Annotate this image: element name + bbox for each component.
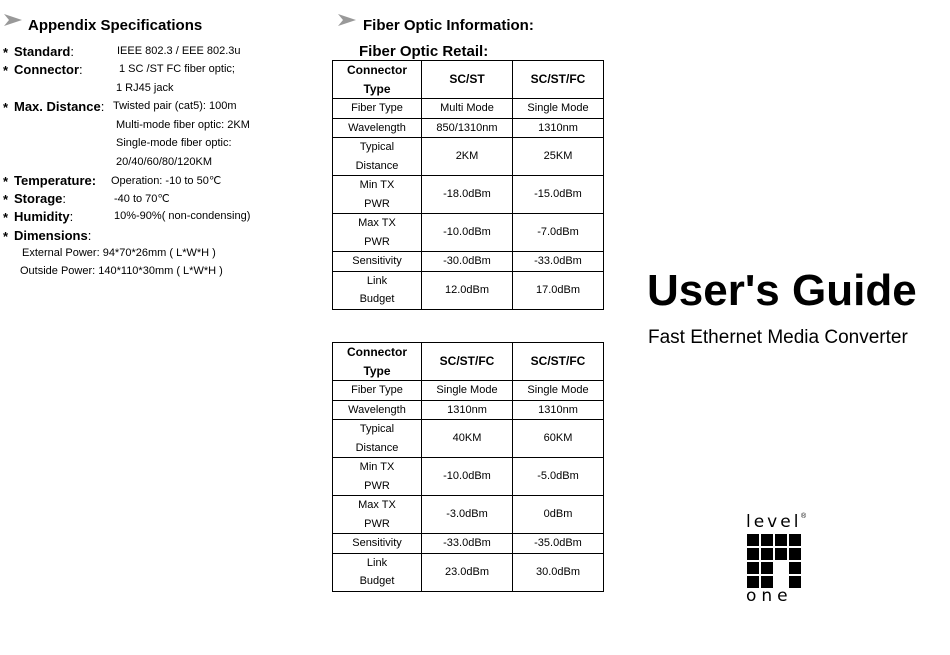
row-label-cell [333,138,422,176]
table-header-cell [333,61,422,99]
row-label-cell [333,99,422,119]
row-label-cell [333,496,422,534]
logo-registered-mark: ® [801,513,807,520]
spec-value: 20/40/60/80/120KM [116,155,213,168]
row-label-line: Distance [355,159,399,172]
value-cell: 2KM [422,138,513,176]
spec-value: 1 SC /ST FC fiber optic; [119,63,235,75]
table-row [333,271,604,309]
levelone-logo [745,512,807,604]
spec-label-3 [14,173,96,188]
row-label-cell [333,252,422,272]
table-header-cell: SC/ST/FC [513,343,604,381]
row-label-cell [333,553,422,591]
arrow-bullet-icon [338,13,356,27]
spec-label-text: Humidity [14,209,70,224]
cover-title: User's Guide [647,266,917,315]
spec-label-5 [14,209,73,224]
row-label-line: Wavelength [348,403,406,416]
spec-label-colon: : [62,191,67,206]
table-row [333,458,604,496]
table-header-cell: SC/ST/FC [422,343,513,381]
spec-value: 10%-90%( non-condensing) [114,210,251,222]
cover-subtitle: Fast Ethernet Media Converter [648,327,908,348]
value-cell: 1310nm [422,400,513,420]
row-label-line: Typical [359,423,395,435]
spec-bullet-icon: * [3,229,9,244]
spec-label-text: Connector [14,62,79,77]
value-cell: 30.0dBm [513,553,604,591]
row-label-line: Min TX [359,461,395,473]
spec-label-text: Storage [14,191,63,206]
value-cell: 23.0dBm [422,553,513,591]
row-label-line: Budget [359,575,395,587]
table-row [333,534,604,554]
table-header-cell [333,343,422,381]
table-row [333,252,604,272]
spec-bullet-icon: * [3,100,9,115]
value-cell: 12.0dBm [422,271,513,309]
spec-value: Twisted pair (cat5): 100m [113,100,237,112]
header-cell-line: Connector [347,63,407,77]
value-cell: -33.0dBm [513,252,604,272]
dimension-line: Outside Power: 140*110*30mm ( L*W*H ) [20,265,223,277]
table-row [333,496,604,534]
table-row [333,553,604,591]
row-label-line: PWR [364,197,390,210]
row-label-line: Fiber Type [351,384,403,396]
value-cell: -7.0dBm [513,214,604,252]
row-label-line: Sensitivity [352,537,402,549]
value-cell: -5.0dBm [513,458,604,496]
value-cell: Single Mode [513,99,604,119]
value-cell: 1310nm [513,400,604,420]
value-cell: Multi Mode [422,99,513,119]
value-cell: 0dBm [513,496,604,534]
row-label-line: Distance [355,441,399,454]
value-cell: -3.0dBm [422,496,513,534]
value-cell: -30.0dBm [422,252,513,272]
row-label-line: Sensitivity [352,255,402,267]
value-cell: 1310nm [513,118,604,138]
row-label-line: Min TX [359,179,395,191]
row-label-line: Link [366,556,388,569]
row-label-line: Fiber Type [351,102,403,114]
row-label-cell [333,420,422,458]
spec-value: 1 RJ45 jack [116,81,174,94]
spec-label-colon: : [87,228,92,243]
value-cell: -33.0dBm [422,534,513,554]
row-label-cell [333,458,422,496]
header-cell-line: Type [363,81,391,96]
table-row [333,400,604,420]
row-label-line: Link [366,274,388,287]
logo-blocks-icon [747,534,803,588]
row-label-cell [333,118,422,138]
value-cell: -15.0dBm [513,176,604,214]
spec-label-4 [14,191,66,206]
header-cell-line: Connector [347,345,407,359]
row-label-line: Max TX [358,217,396,229]
value-cell: 60KM [513,420,604,458]
table-row [333,420,604,458]
spec-label-0 [14,44,74,59]
spec-label-text: Temperature: [14,173,97,188]
row-label-cell [333,271,422,309]
value-cell: -10.0dBm [422,214,513,252]
spec-value: IEEE 802.3 / EEE 802.3u [117,45,241,57]
fiber-info-title: Fiber Optic Information: [363,17,534,34]
appendix-title: Appendix Specifications [28,17,203,34]
row-label-line: Max TX [358,499,396,511]
row-label-cell [333,400,422,420]
value-cell: Single Mode [513,381,604,401]
spec-label-colon: : [79,62,83,77]
table-row [333,138,604,176]
value-cell: Single Mode [422,381,513,401]
spec-bullet-icon: * [3,174,9,189]
spec-value: -40 to 70℃ [114,193,170,205]
value-cell: -18.0dBm [422,176,513,214]
spec-label-2 [14,99,104,114]
header-cell-line: Type [363,363,391,378]
dimension-line: External Power: 94*70*26mm ( L*W*H ) [22,247,216,259]
fiber-spec-table-1 [332,60,604,310]
fiber-spec-table-2 [332,342,604,592]
row-label-line: Typical [359,141,395,153]
spec-value: Single-mode fiber optic: [116,137,232,149]
spec-bullet-icon: * [3,63,9,78]
row-label-line: Wavelength [348,121,406,134]
row-label-line: PWR [364,517,390,530]
spec-label-text: Max. Distance [14,99,101,114]
row-label-line: Budget [359,293,395,305]
fiber-retail-title: Fiber Optic Retail: [359,43,489,60]
table-row [333,176,604,214]
spec-label-colon: : [69,209,74,224]
spec-label-text: Standard [14,44,71,59]
table-row [333,99,604,119]
table-row [333,381,604,401]
value-cell: 25KM [513,138,604,176]
row-label-cell [333,381,422,401]
value-cell: -35.0dBm [513,534,604,554]
table-header-row [333,61,604,99]
spec-label-colon: : [100,99,105,114]
table-header-cell: SC/ST/FC [513,61,604,99]
arrow-bullet-icon [4,13,22,27]
logo-text-one: one [746,586,793,606]
spec-label-colon: : [70,44,74,59]
value-cell: 40KM [422,420,513,458]
spec-value: Multi-mode fiber optic: 2KM [116,118,250,131]
table-header-row [333,343,604,381]
row-label-line: PWR [364,479,390,492]
row-label-cell [333,176,422,214]
row-label-line: PWR [364,235,390,248]
value-cell: -10.0dBm [422,458,513,496]
logo-text-level: level [746,512,802,532]
spec-label-text: Dimensions [14,228,88,243]
value-cell: 17.0dBm [513,271,604,309]
value-cell: 850/1310nm [422,118,513,138]
table-row [333,214,604,252]
table-header-cell: SC/ST [422,61,513,99]
row-label-cell [333,214,422,252]
spec-label-1 [14,62,83,77]
row-label-cell [333,534,422,554]
spec-bullet-icon: * [3,210,9,225]
spec-bullet-icon: * [3,192,9,207]
table-row [333,118,604,138]
spec-value: Operation: -10 to 50℃ [111,175,222,187]
spec-label-6 [14,228,91,243]
spec-bullet-icon: * [3,45,9,60]
